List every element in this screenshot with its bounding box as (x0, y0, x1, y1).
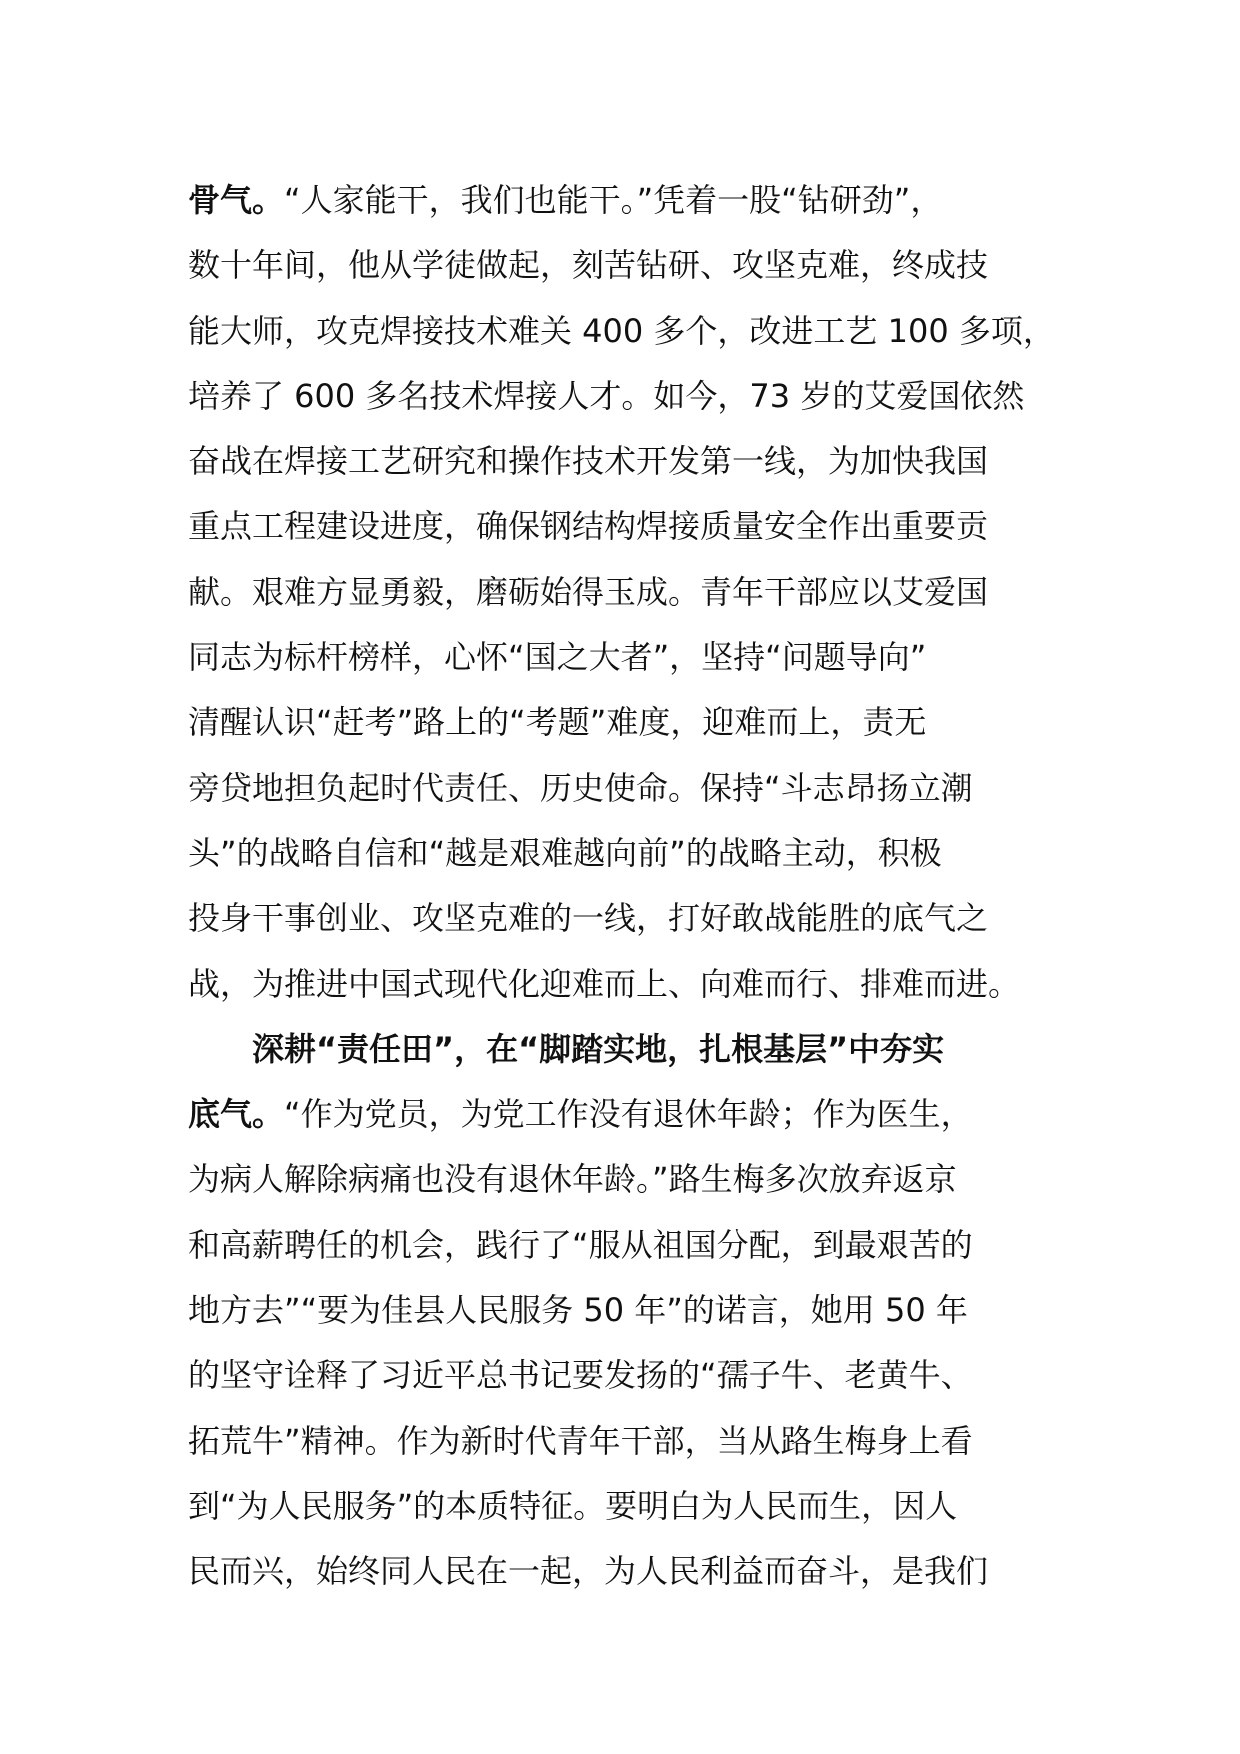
line-text: 为病人解除病痛也没有退休年龄。”路生梅多次放弃返京 (188, 1160, 957, 1199)
text-line (188, 1147, 1068, 1212)
line-text: 旁贷地担负起时代责任、历史使命。保持“斗志昂扬立潮 (188, 768, 973, 807)
line-text: 投身干事创业、攻坚克难的一线，打好敢战能胜的底气之 (188, 899, 989, 938)
section-heading-line (188, 1017, 1068, 1082)
line-text: 战，为推进中国式现代化迎难而上、向难而行、排难而进。 (188, 964, 1021, 1003)
body-text (188, 168, 1068, 1605)
line-text: 数十年间，他从学徒做起，刻苦钻研、攻坚克难，终成技 (188, 246, 989, 285)
text-line (188, 625, 1068, 690)
line-text: 献。艰难方显勇毅，磨砺始得玉成。青年干部应以艾爱国 (188, 572, 989, 611)
line-text: 能大师，攻克焊接技术难关 400 多个，改进工艺 100 多项， (188, 311, 1055, 350)
text-line (188, 299, 1068, 364)
text-line (188, 1278, 1068, 1343)
line-text: 奋战在焊接工艺研究和操作技术开发第一线，为加快我国 (188, 442, 989, 481)
bold-lead: 深耕“责任田”，在“脚踏实地，扎根基层”中夯实 (252, 1029, 945, 1068)
line-text: 培养了 600 多名技术焊接人才。如今，73 岁的艾爱国依然 (188, 376, 1025, 415)
text-line (188, 886, 1068, 951)
text-line (188, 494, 1068, 559)
text-line (188, 168, 1068, 233)
line-text: 的坚守诠释了习近平总书记要发扬的“孺子牛、老黄牛、 (188, 1356, 973, 1395)
line-text: 拓荒牛”精神。作为新时代青年干部，当从路生梅身上看 (188, 1421, 973, 1460)
text-line (188, 952, 1068, 1017)
text-line (188, 233, 1068, 298)
line-text: 和高薪聘任的机会，践行了“服从祖国分配，到最艰苦的 (188, 1225, 973, 1264)
text-line (188, 1539, 1068, 1604)
text-line (188, 756, 1068, 821)
line-text: 地方去”“要为佳县人民服务 50 年”的诺言，她用 50 年 (188, 1291, 968, 1330)
text-line (188, 1082, 1068, 1147)
line-text: 头”的战略自信和“越是艰难越向前”的战略主动，积极 (188, 833, 942, 872)
line-text: “人家能干，我们也能干。”凭着一股“钻研劲”， (284, 181, 943, 219)
text-line (188, 560, 1068, 625)
text-line (188, 690, 1068, 755)
line-text: 民而兴，始终同人民在一起，为人民利益而奋斗，是我们 (188, 1552, 989, 1591)
text-line (188, 364, 1068, 429)
line-text: 同志为标杆榜样，心怀“国之大者”，坚持“问题导向” (188, 638, 927, 677)
text-line (188, 1409, 1068, 1474)
text-line (188, 821, 1068, 886)
text-line (188, 1213, 1068, 1278)
line-text: 清醒认识“赶考”路上的“考题”难度，迎难而上，责无 (188, 703, 927, 742)
text-line (188, 429, 1068, 494)
line-text: 到“为人民服务”的本质特征。要明白为人民而生，因人 (188, 1486, 958, 1525)
text-line (188, 1343, 1068, 1408)
line-text: 重点工程建设进度，确保钢结构焊接质量安全作出重要贡 (188, 507, 989, 546)
bold-lead: 骨气。 (188, 181, 285, 219)
text-line (188, 1474, 1068, 1539)
bold-lead: 底气。 (188, 1095, 285, 1134)
line-text: “作为党员，为党工作没有退休年龄；作为医生， (284, 1095, 973, 1134)
